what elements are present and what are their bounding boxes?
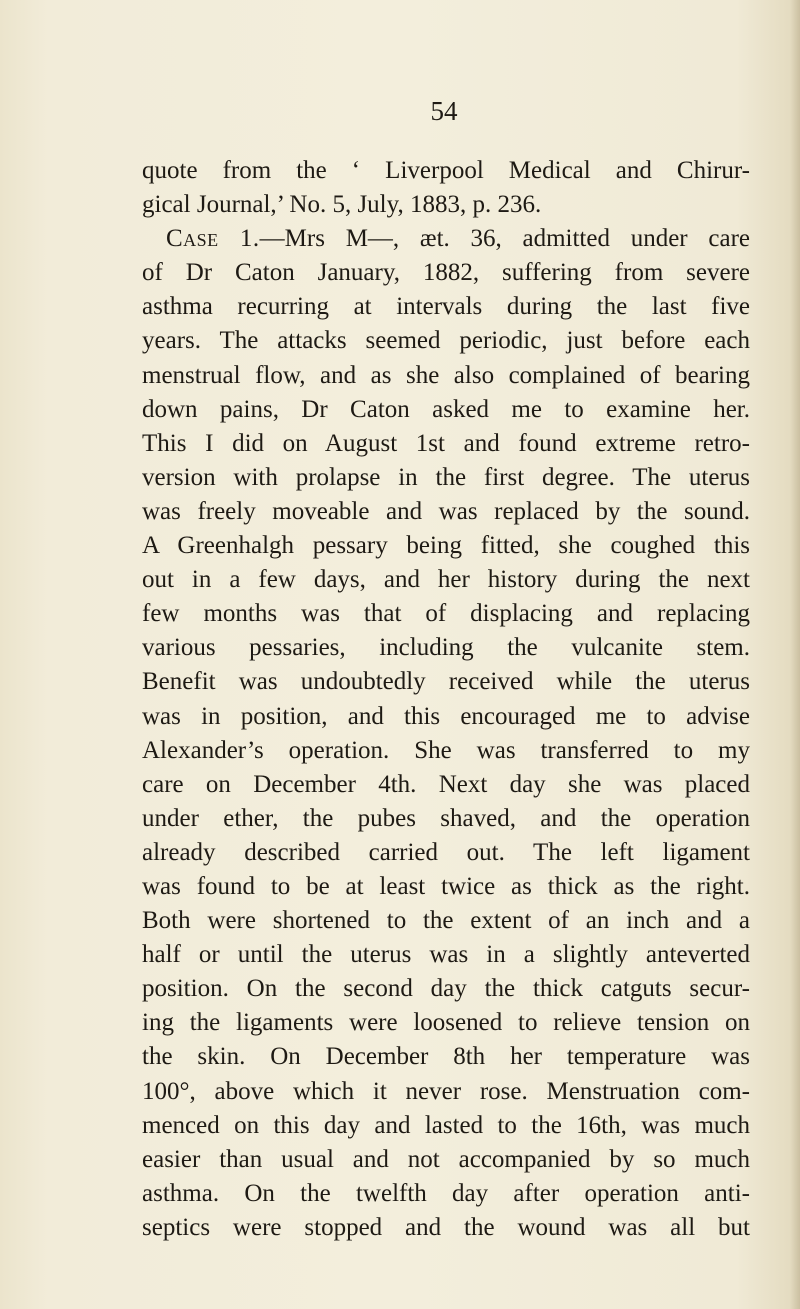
- text-line: quote from the ‘ Liverpool Medical and Chirur-: [142, 157, 750, 184]
- text-line: septics were stopped and the wound was all but: [142, 1213, 750, 1241]
- text-line: care on December 4th. Next day she was placed: [142, 770, 750, 798]
- text-line: few months was that of displacing and replacing: [142, 600, 750, 628]
- text-line: was found to be at least twice as thick as the right.: [142, 872, 750, 900]
- case-first-line: [142, 222, 750, 256]
- text-line: the skin. On December 8th her temperature was: [142, 1043, 750, 1071]
- text-line: easier than usual and not accompanied by so much: [142, 1145, 750, 1173]
- text-line: version with prolapse in the first degree. The uterus: [142, 463, 750, 491]
- page-edge-shadow: [790, 0, 800, 1309]
- text-line: A Greenhalgh pessary being fitted, she coughed this: [142, 532, 750, 560]
- text-line: asthma. On the twelfth day after operation anti-: [142, 1179, 750, 1207]
- text-line: various pessaries, including the vulcanite stem.: [142, 634, 750, 662]
- text-line: position. On the second day the thick catguts secur-: [142, 975, 750, 1003]
- text-line: down pains, Dr Caton asked me to examine her.: [142, 395, 750, 423]
- case-first-line-text: —Mrs M—, æt. 36, admitted under care: [259, 225, 750, 253]
- case-heading: Case 1.: [166, 225, 260, 253]
- text-line: 100°, above which it never rose. Menstruation com-: [142, 1077, 750, 1105]
- page-number: 54: [430, 96, 458, 126]
- text-line: under ether, the pubes shaved, and the operation: [142, 804, 750, 832]
- text-line: gical Journal,’ No. 5, July, 1883, p. 236.: [142, 191, 542, 219]
- text-line: was freely moveable and was replaced by the sound.: [142, 497, 750, 525]
- text-line: Alexander’s operation. She was transferred to my: [142, 736, 750, 764]
- text-line: menstrual flow, and as she also complained of bearing: [142, 361, 750, 389]
- text-line: This I did on August 1st and found extreme retro-: [142, 429, 750, 457]
- text-line: asthma recurring at intervals during the last five: [142, 293, 750, 321]
- text-line: already described carried out. The left ligament: [142, 838, 750, 866]
- text-line: Benefit was undoubtedly received while the uterus: [142, 668, 750, 696]
- text-line: half or until the uterus was in a slightly anteverted: [142, 941, 750, 969]
- text-line: ing the ligaments were loosened to relieve tension on: [142, 1009, 750, 1037]
- text-line: was in position, and this encouraged me to advise: [142, 702, 750, 730]
- text-line: years. The attacks seemed periodic, just before each: [142, 327, 750, 355]
- text-line: out in a few days, and her history during the next: [142, 566, 750, 594]
- text-line: menced on this day and lasted to the 16th, was much: [142, 1111, 750, 1139]
- text-line: Both were shortened to the extent of an inch and a: [142, 907, 750, 935]
- body-text: [142, 154, 750, 1245]
- text-line: of Dr Caton January, 1882, suffering from severe: [142, 259, 750, 287]
